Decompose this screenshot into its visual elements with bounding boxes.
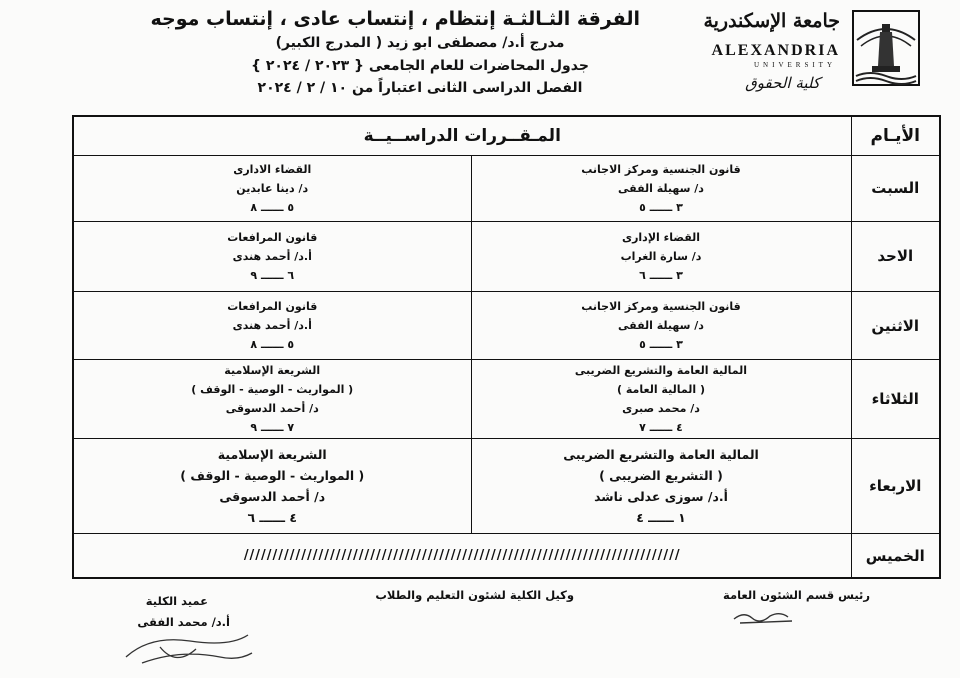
table-row [73, 438, 940, 534]
signature-vice-dean: وكيل الكلية لشئون التعليم والطلاب [375, 588, 574, 602]
days-header: الأيـام [851, 116, 940, 156]
course-cell [471, 438, 851, 534]
lecturer-name: أ.د/ أحمد هندى [232, 319, 312, 333]
lecturer-name: د/ سهيلة الفقى [618, 181, 704, 195]
logo-english-sub: UNIVERSITY [754, 61, 836, 69]
lighthouse-emblem-icon [852, 10, 920, 86]
time-slot: ٣ ــــــ ٦ [639, 268, 683, 282]
table-row [73, 534, 940, 578]
course-cell [73, 156, 471, 221]
time-slot: ١ ــــــ ٤ [636, 509, 686, 525]
schedule-table [72, 115, 941, 579]
lecturer-name: د/ أحمد الدسوقى [225, 401, 319, 415]
signatures-footer [0, 585, 960, 678]
lecturer-name: د/ سارة الغراب [620, 249, 702, 263]
day-cell: السبت [851, 156, 940, 221]
title-line-2: مدرج أ.د/ مصطفى ابو زيد ( المدرج الكبير) [275, 35, 565, 51]
empty-day-marker: //////////////////////////////////////////////////////////////////////////// [73, 534, 851, 578]
title-line-1: الفرقة الثـالثـة إنتظام ، إنتساب عادى ، إنتساب موجه [150, 8, 640, 30]
time-slot: ٦ ــــــ ٩ [250, 268, 295, 282]
lecturer-name: أ.د/ سوزى عدلى ناشد [594, 488, 728, 504]
time-slot: ٤ ــــــ ٦ [247, 509, 298, 525]
signature-dean-title: عميد الكلية [145, 594, 208, 608]
title-line-4: الفصل الدراسى الثانى اعتباراً من ١٠ / ٢ / ٢٠٢٤ [257, 80, 583, 96]
document-header [0, 0, 960, 112]
day-cell: الثلاثاء [851, 360, 940, 438]
course-cell [471, 221, 851, 291]
course-title: الشريعة الإسلامية [224, 363, 321, 377]
time-slot: ٧ ــــــ ٩ [250, 420, 295, 434]
course-title: المالية العامة والتشريع الضريبى [563, 446, 759, 462]
course-title: الشريعة الإسلامية [217, 446, 327, 462]
course-cell [471, 156, 851, 221]
course-title: قانون الجنسية ومركز الاجانب [581, 300, 741, 314]
time-slot: ٥ ــــــ ٨ [250, 338, 295, 352]
university-logo [690, 8, 920, 98]
table-header-row [73, 116, 940, 156]
time-slot: ٥ ــــــ ٨ [250, 200, 295, 214]
logo-english-name: ALEXANDRIA [711, 42, 840, 59]
day-cell: الاربعاء [851, 438, 940, 534]
day-cell: الاحد [851, 221, 940, 291]
course-title: القضاء الادارى [233, 162, 312, 176]
handwritten-signature-icon [730, 605, 800, 627]
lecturer-name: د/ دينا عابدين [236, 181, 309, 195]
course-title: المالية العامة والتشريع الضريبى [574, 363, 748, 377]
day-cell: الخميس [851, 534, 940, 578]
lecturer-name: د/ سهيلة الفقى [618, 319, 704, 333]
table-row [73, 291, 940, 359]
logo-arabic-name: جامعة الإسكندرية [703, 10, 840, 32]
course-cell [73, 221, 471, 291]
time-slot: ٤ ــــــ ٧ [639, 420, 683, 434]
course-cell [73, 438, 471, 534]
lecturer-name: د/ محمد صبرى [622, 401, 700, 415]
signature-dean-name: أ.د/ محمد الفقى [137, 615, 230, 629]
course-subtitle: ( التشريع الضريبى ) [599, 467, 723, 483]
title-line-3: جدول المحاضرات للعام الجامعى { ٢٠٢٣ / ٢٠٢٤ } [251, 58, 589, 74]
table-row [73, 156, 940, 221]
faculty-name: كلية الحقوق [745, 74, 820, 92]
time-slot: ٣ ــــــ ٥ [639, 338, 683, 352]
courses-header: المـقــررات الدراســيــة [73, 116, 851, 156]
course-title: قانون المرافعات [227, 230, 318, 244]
day-cell: الاثنين [851, 291, 940, 359]
course-cell [73, 291, 471, 359]
signature-public-affairs-head: رئيس قسم الشئون العامة [723, 588, 870, 602]
course-title: قانون المرافعات [227, 300, 318, 314]
lecturer-name: أ.د/ أحمد هندى [232, 249, 312, 263]
lecturer-name: د/ أحمد الدسوقى [219, 488, 326, 504]
course-subtitle: ( المواريث - الوصية - الوقف ) [180, 467, 365, 483]
course-title: قانون الجنسية ومركز الاجانب [581, 162, 741, 176]
dean-signature-scribble-icon [120, 627, 260, 671]
course-subtitle: ( المالية العامة ) [617, 382, 705, 396]
time-slot: ٣ ــــــ ٥ [639, 200, 683, 214]
table-row [73, 221, 940, 291]
course-cell [471, 360, 851, 438]
header-titles [150, 6, 640, 99]
course-cell [73, 360, 471, 438]
course-title: القضاء الإدارى [621, 230, 701, 244]
course-cell [471, 291, 851, 359]
course-subtitle: ( المواريث - الوصية - الوقف ) [191, 382, 354, 396]
table-row [73, 360, 940, 438]
